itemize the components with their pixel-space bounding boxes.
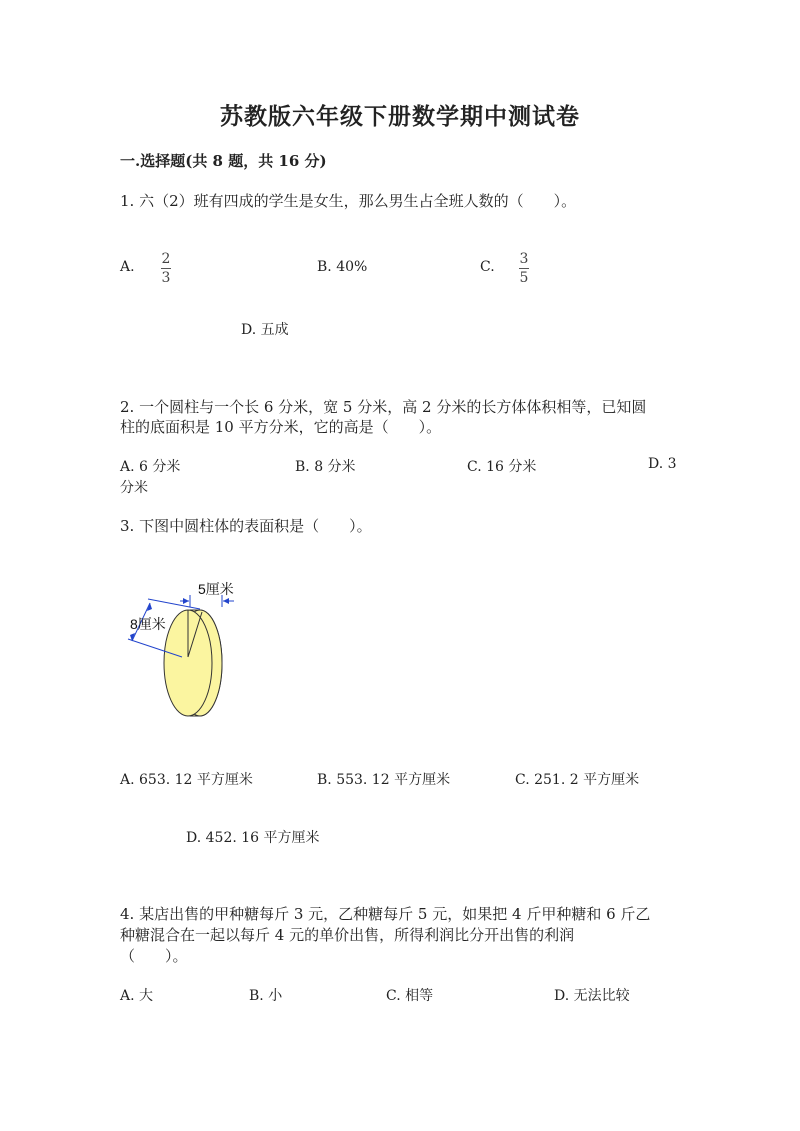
fraction-bar bbox=[519, 268, 529, 269]
cylinder-figure bbox=[118, 575, 248, 720]
q4-option-d: D. 无法比较 bbox=[554, 988, 630, 1004]
q1-option-c-label: C. bbox=[480, 259, 495, 275]
fraction-denominator: 5 bbox=[519, 270, 529, 286]
question-2-stem-line2: 柱的底面积是 10 平方分米，它的高是（ ）。 bbox=[120, 418, 442, 436]
q2-option-a: A. 6 分米 bbox=[120, 459, 181, 475]
q2-option-d-line2: 分米 bbox=[120, 480, 148, 496]
dimension-5-right-arrowhead bbox=[223, 598, 229, 604]
dimension-8-top-extension bbox=[148, 599, 200, 609]
question-3-stem: 3. 下图中圆柱体的表面积是（ ）。 bbox=[120, 517, 372, 535]
question-4-stem-line2: 种糖混合在一起以每斤 4 元的单价出售，所得利润比分开出售的利润 bbox=[120, 926, 575, 944]
q2-option-c: C. 16 分米 bbox=[467, 459, 537, 475]
dimension-5-left-arrowhead bbox=[183, 598, 189, 604]
q3-option-b: B. 553. 12 平方厘米 bbox=[317, 772, 451, 788]
q4-option-b: B. 小 bbox=[249, 988, 283, 1004]
page-title: 苏教版六年级下册数学期中测试卷 bbox=[220, 103, 580, 130]
q3-option-a: A. 653. 12 平方厘米 bbox=[120, 772, 253, 788]
section-header: 一.选择题(共 8 题，共 16 分) bbox=[120, 152, 327, 170]
q3-option-d: D. 452. 16 平方厘米 bbox=[186, 830, 320, 846]
fraction-numerator: 3 bbox=[519, 251, 529, 267]
q1-option-c-fraction bbox=[519, 251, 529, 286]
question-4-stem-line3: （ ）。 bbox=[120, 947, 188, 965]
q4-option-a: A. 大 bbox=[120, 988, 154, 1004]
q3-option-c: C. 251. 2 平方厘米 bbox=[515, 772, 640, 788]
q4-option-c: C. 相等 bbox=[386, 988, 434, 1004]
question-2-stem-line1: 2. 一个圆柱与一个长 6 分米，宽 5 分米，高 2 分米的长方体体积相等，已知圆 bbox=[120, 398, 647, 416]
q1-option-a-fraction bbox=[161, 251, 171, 286]
question-1-stem: 1. 六（2）班有四成的学生是女生，那么男生占全班人数的（ ）。 bbox=[120, 192, 577, 210]
q1-option-d: D. 五成 bbox=[241, 322, 289, 338]
q2-option-b: B. 8 分米 bbox=[295, 459, 356, 475]
q1-option-b: B. 40% bbox=[317, 259, 368, 275]
fraction-denominator: 3 bbox=[161, 270, 171, 286]
label-5cm: 5厘米 bbox=[198, 581, 234, 597]
fraction-bar bbox=[161, 268, 171, 269]
label-8cm: 8厘米 bbox=[130, 616, 166, 632]
question-4-stem-line1: 4. 某店出售的甲种糖每斤 3 元，乙种糖每斤 5 元，如果把 4 斤甲种糖和 6 斤乙 bbox=[120, 905, 651, 923]
q2-option-d-line1: D. 3 bbox=[648, 456, 677, 472]
fraction-numerator: 2 bbox=[161, 251, 171, 267]
q1-option-a-label: A. bbox=[120, 259, 135, 275]
